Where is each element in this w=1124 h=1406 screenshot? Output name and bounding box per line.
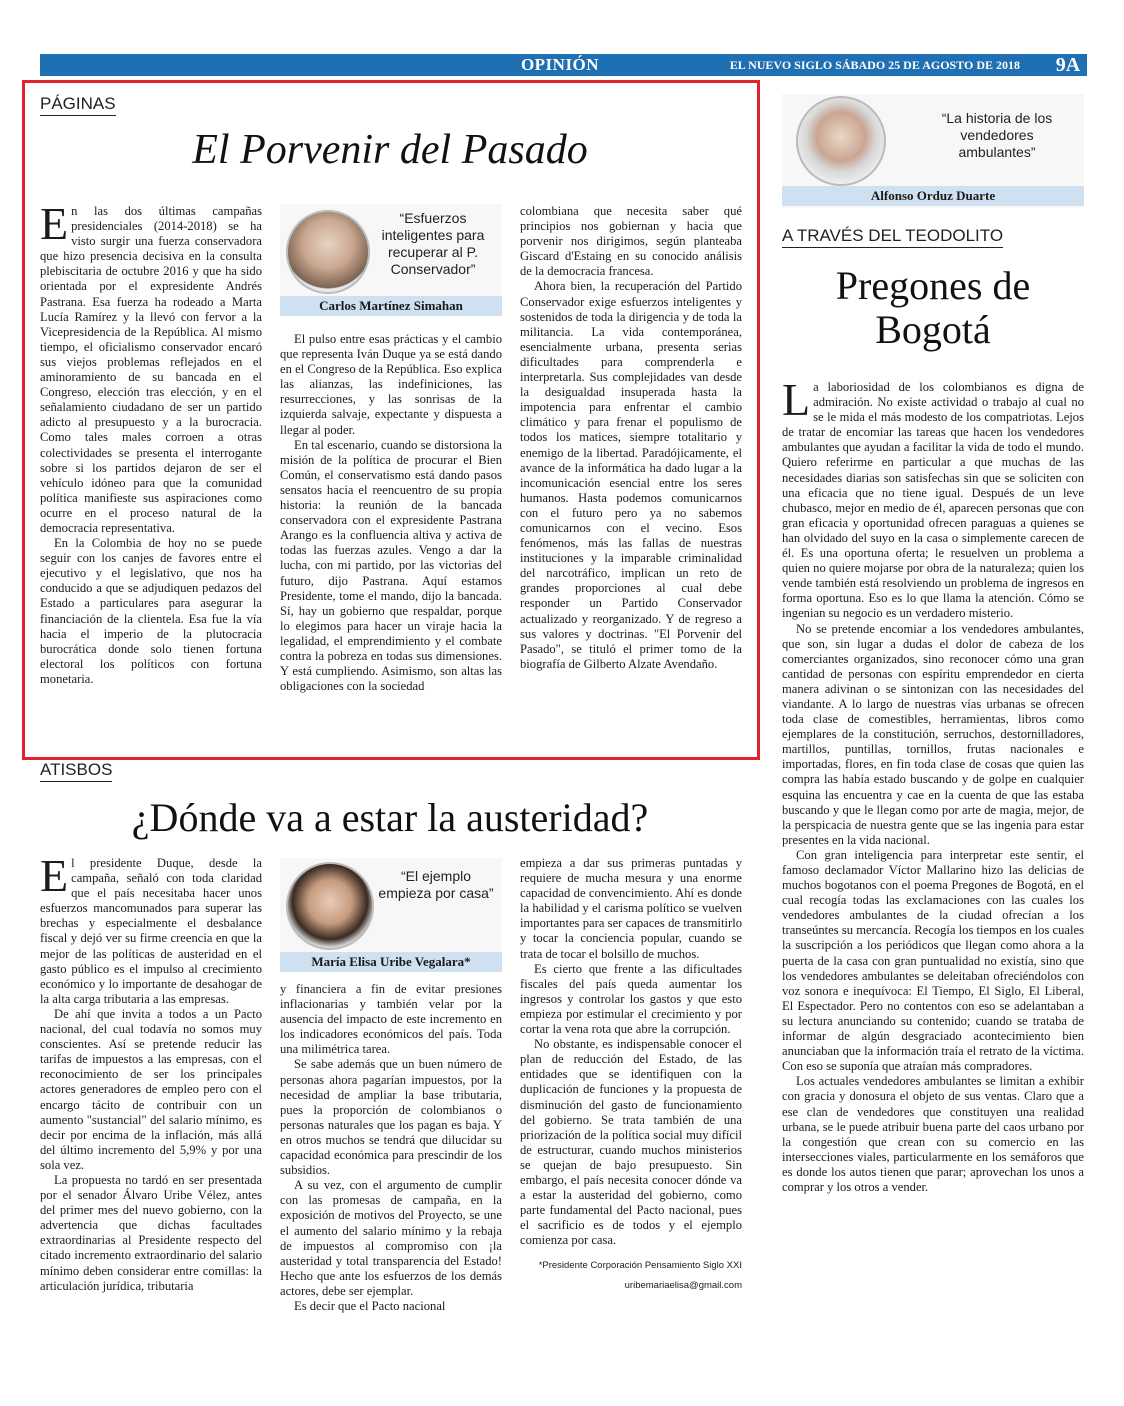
author-portrait-image (796, 96, 886, 186)
article3-dropcap: L (782, 374, 811, 425)
article2-para: Es decir que el Pacto nacional (294, 1298, 446, 1313)
article2-author: María Elisa Uribe Vegalara* (280, 952, 502, 972)
article1-para: En las dos últimas campañas presidenciales (2014-2018) se ha visto surgir una fuerza conservadora que hizo presencia decisiva en la consulta plebiscitaria de octubre 2016 y que ha sido orientada por el expresidente Andrés Pastrana. Esa fuerza ha rodeado a Marta Lucía Ramírez y la llevó con fervor a la Vicepresidencia de la República. Al mismo tiempo, el oficialismo conservador encaró sus viejos problemas reflejados en el aminoramiento de su bancada en el Congreso, elección tras elección, y en el señalamiento ciudadano de ser un partido adicto al presupuesto y a la burocracia. Como tales males corroen a otras colectividades se presenta el interrogante sobre si los partidos dejaron de ser el vehículo idóneo para que la comunidad política manifieste sus aspiraciones como ocurre en el proceso natural de la democracia representativa. (40, 198, 262, 535)
article2-para: y financiera a fin de evitar presiones inflacionarias y también velar por la ausencia del impacto de este incremento en los indicadores económicos del país. Toda una milimétrica tarea. (280, 982, 502, 1057)
article3-quote: “La historia de los vendedores ambulantes” (941, 110, 1053, 160)
article2-headline: ¿Dónde va a estar la austeridad? (131, 795, 649, 840)
article1-author: Carlos Martínez Simahan (280, 296, 502, 316)
article3-body (782, 374, 1084, 1195)
article2-col2 (280, 982, 502, 1314)
article2-para: De ahí que invita a todos a un Pacto nacional, del cual todavía no somos muy conscientes. Así se pretende reducir las tarifas de impuestos a las empresas, con el reconocimiento de ser los principales actores generadores de empleo pero con el encargo tácito de contribuir con un aumento "sustancial" del salario mínimo, es decir por encima de la inflación, más allá del último incremento del 5,9% y por una sola vez. (40, 1006, 262, 1172)
article2-email: uribemariaelisa@gmail.com (624, 1279, 742, 1291)
article1-col2 (280, 332, 502, 694)
article2-para: No obstante, es indispensable conocer el plan de reducción del Estado, de las entidades que se identifiquen con la duplicación de funciones y la propuesta de disminución del gasto de funcionamiento del gobierno. Se trata también de una priorización de la política social muy difícil de estructurar, cuando muchos ministerios se quejan de bajo presupuesto. Sin embargo, el país necesita conocer dónde va a estar la austeridad del gobierno, como parte fundamental del Pacto nacional, pues el sacrificio es de todos y el ejemplo comienza por casa. (520, 1037, 742, 1248)
article1-quote: “Esfuerzos inteligentes para recuperar al P. Conservador” (381, 210, 485, 277)
article1-col1 (40, 198, 262, 687)
article2-quote: “El ejemplo empieza por casa” (378, 868, 494, 901)
article1-para: colombiana que necesita saber qué principios nos gobiernan y hacia que porvenir nos dirigimos, según planteaba Giscard d'Estaing en su conocido análisis de la democracia francesa. (520, 204, 742, 279)
article3-para: La laboriosidad de los colombianos es digna de admiración. No existe actividad o trabajo al cual no se le mida el más modesto de los compatriotas. Lejos de tratar de encomiar las tareas que hacen los vendedores ambulantes que ayudan a facilitar la vida de todo el mundo. Quiero referirme en particular a que muchas de las necesidades diarias son satisfechas sin que se soliciten con una eficacia que no tiene igual. Después de un leve chubasco, mejor en medio de él, aparecen personas que con gran eficacia y oportunidad ofrecen paraguas a quienes se han olvidado del suyo en la casa o simplemente carecen de él. Es una oportuna oferta; le resuelven un problema a quien no quiere mojarse por obra de la naturaleza; quien los vende también está resolviendo un problema de ingresos en forma oportuna. Eso es lo que llama la atención. Cómo se ingenian su negocio es un verdadero misterio. (782, 374, 1084, 621)
article2-pullquote (280, 858, 502, 972)
author-portrait-image (286, 210, 370, 294)
article3-tag: A TRAVÉS DEL TEODOLITO (782, 226, 1003, 248)
article1-tag: PÁGINAS (40, 94, 116, 116)
article2-signature: *Presidente Corporación Pensamiento Siglo XXI (538, 1260, 742, 1272)
article3-headline: Pregones de Bogotá (835, 263, 1031, 352)
article1-para: En la Colombia de hoy no se puede seguir con los canjes de favores entre el ejecutivo y el legislativo, que nos ha conducido a que se adjudiquen pedazos del Estado a particulares para asegurar la financiación de la clientela. Esa fue la vía hacia el imperio de la plutocracia burocrática donde solo tienen fortuna electoral los políticos con fortuna monetaria. (40, 536, 262, 686)
article1-dropcap: E (40, 198, 69, 249)
article2-para: Se sabe además que un buen número de personas ahora pagarían impuestos, por la necesidad de ampliar la base tributaria, pues la proporción de colombianos o personas naturales que los pagan es baja. Y en otros muchos se tendrá que dilucidar su capacidad económica para prescindir de los subsidios. (280, 1057, 502, 1178)
article2-col3 (520, 856, 742, 1293)
article3-para: Los actuales vendedores ambulantes se limitan a exhibir con gracia y donosura el objeto de sus ventas. Claro que a ese clan de vendedores que constituyen una realidad urbana, se le puede atribuir buena parte del caos urbano por la congestión que crean con su comercio en las intersecciones viales, particularmente en los semáforos que es donde los autos tienen que parar; aprovechan los unos a comprar y los otros a vender. (782, 1074, 1084, 1194)
masthead-date: EL NUEVO SIGLO SÁBADO 25 DE AGOSTO DE 2018 (729, 58, 1020, 72)
article1-headline: El Porvenir del Pasado (192, 127, 588, 173)
article2-tag: ATISBOS (40, 760, 112, 782)
section-title: OPINIÓN (520, 55, 600, 74)
article1-para: El pulso entre esas prácticas y el cambio que representa Iván Duque ya se está dando en el Congreso de la República. Eso explica las alianzas, las indefiniciones, las resurrecciones, y las sonrisas de la izquierda salvaje, expectante y dispuesta a llegar al poder. (280, 332, 502, 437)
article2-para: El presidente Duque, desde la campaña, señaló con toda claridad que el país necesitaba hacer unos esfuerzos mancomunados para superar las brechas y especialmente el desbalance fiscal y dejó ver su firme creencia en que la mejor de las políticas de austeridad en el gasto público es el impulso al crecimiento económico y lo importante de desahogar de la alta carga tributaria a las empresas. (40, 850, 262, 1006)
article2-col1 (40, 850, 262, 1294)
article2-para: Es cierto que frente a las dificultades fiscales del país queda aumentar los ingresos y controlar los gastos y que esto empieza por estimular el crecimiento y por cortar la vena rota que abre la corrupción. (520, 961, 742, 1037)
article1-col3 (520, 204, 742, 672)
author-portrait-image (286, 862, 374, 950)
article2-para: empieza a dar sus primeras puntadas y requiere de mucha mesura y una enorme capacidad de convencimiento. Ahí es donde la habilidad y el carisma político se vuelven importantes para ser capaces de transmitirlo y tocar la conciencia popular, cuando se trata de tocar el bolsillo de muchos. (520, 856, 742, 961)
article3-author: Alfonso Orduz Duarte (782, 186, 1084, 206)
article1-pullquote (280, 204, 502, 316)
article2-dropcap: E (40, 850, 69, 901)
article3-para: Con gran inteligencia para interpretar este sentir, el famoso declamador Víctor Mallarino hizo las delicias de muchos bogotanos con el poema Pregones de Bogotá, en el cual recogía todas las exclamaciones con las cuales los vendedores ambulantes de la ciudad ofrecían a los transeúntes su mercancía. Recogía los tiempos en los cuales la suscripción a los periódicos que llegan como ahora a la puerta de la casa con gran puntualidad no existía, sino que los vendedores ambulantes se deleitaban ofreciéndolos con voz sonora e inequívoca: El Tiempo, El Siglo, El Liberal, El Espectador. Pero no contentos con eso se adelantaban a su lectura anunciando su contenido; cuando se trataba de informar de algún desgraciado acontecimiento bien anunciaban que la información traía el retrato de la víctima. Con eso se suponía que atraían más compradores. (782, 847, 1084, 1074)
article1-para: Ahora bien, la recuperación del Partido Conservador exige esfuerzos inteligentes y sostenidos de toda la dirigencia y de toda la militancia. La vida contemporánea, esencialmente urbana, presenta serias dificultades para comprenderla e interpretarla. Sus complejidades van desde la desigualdad insuperada hasta la impotencia para enfrentar el cambio climático y para frenar el populismo de todos los matices, siempre totalitario y enemigo de la libertad. Paradójicamente, el avance de la informática ha dado lugar a la incomunicación esencial entre los seres humanos. Hasta podemos comunicarnos con el futuro pero ya no sabemos comunicarnos con el vecino. Esos fenómenos, más las fallas de nuestras instituciones y la imparable criminalidad del narcotráfico, implican un reto de grandes proporciones al cual debe responder un Partido Conservador actualizado y reorganizado. Y de regreso a sus valores y doctrinas. "El Porvenir del Pasado", se tituló el primer tomo de la biografía de Gilberto Alzate Avendaño. (520, 279, 742, 671)
article3-para: No se pretende encomiar a los vendedores ambulantes, que son, sin lugar a dudas el dolor de cabeza de los comerciantes organizados, sino reconocer cómo una gran cantidad de personas con espíritu emprendedor en cierta manera adivinan o se sintonizan con las necesidades del viandante. A lo largo de nuestras vías urbanas se ofrecen toda clase de comestibles, herramientas, libros como ejemplares de la constitución, serruchos, destornilladores, martillos, puntillas, tornillos, frutas nacionales e importadas, flores, en fin toda clase de cosas que quien las compra las había estado buscando y de golpe en cualquier esquina las encuentra y cae en la cuenta de que las estaba buscando y que le llegan como por arte de magia, mejor, de la perspicacia de nuestra gente que se las ingenia para estar presentes en la vida nacional. (782, 621, 1084, 847)
page-number: 9A (1046, 54, 1087, 76)
article2-para: La propuesta no tardó en ser presentada por el senador Álvaro Uribe Vélez, antes del primer mes del nuevo gobierno, con la advertencia que dichas facultades extraordinarias al Presidente respecto del citado incremento extraordinario del salario mínimo deben considerar entre comillas: la articulación jurídica, tributaria (40, 1172, 262, 1293)
article3-pullquote (782, 94, 1084, 208)
article2-para: A su vez, con el argumento de cumplir con las promesas de campaña, en la exposición de motivos del Proyecto, se une el aumento del salario mínimo y la rebaja de impuestos al compromiso con ¡la austeridad y total transparencia del Estado! Hecho que ante los esfuerzos de los demás actores, debe ser ejemplar. (280, 1178, 502, 1298)
article1-para: En tal escenario, cuando se distorsiona la misión de la política de procurar el Bien Común, el conservatismo está dando pasos sensatos hacia el reencuentro de su propia historia: la reunión de la bancada conservadora con el expresidente Pastrana Arango es la confluencia altiva y activa de todas las fuerzas azules. Vengo a dar la lucha, con mi partido, por las victorias del futuro, dijo Pastrana. Aquí estamos Presidente, tome el mando, dijo la bancada. Sí, hay un gobierno que respaldar, porque lo elegimos para hacer un viraje hacia la legalidad, el emprendimiento y el combate contra la pobreza en todas sus dimensiones. Y está cumpliendo. Asimismo, son altas las obligaciones con la sociedad (280, 437, 502, 694)
